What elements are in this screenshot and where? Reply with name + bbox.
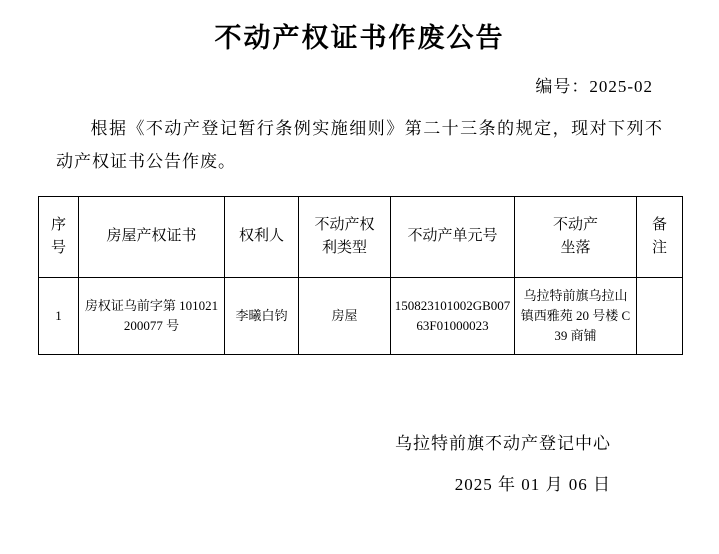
column-header-unit: 不动产单元号 (391, 196, 515, 277)
page-title: 不动产权证书作废公告 (214, 23, 505, 53)
document-number: 编号：2025-02 (535, 77, 653, 97)
intro-text: 根据《不动产登记暂行条例实施细则》第二十三条的规定，现对下列不动产权证书公告作废。 (56, 119, 663, 171)
column-header-seq: 序 号 (39, 196, 79, 277)
document-page (0, 22, 719, 554)
cell-location: 乌拉特前旗乌拉山镇西雅苑 20 号楼 C39 商铺 (515, 277, 637, 354)
issuing-organization: 乌拉特前旗不动产登记中心 (395, 433, 611, 453)
cell-cert: 房权证乌前字第 101021200077 号 (79, 277, 225, 354)
column-header-type: 不动产权 利类型 (299, 196, 391, 277)
invalid-certificates-table (38, 196, 683, 355)
cell-owner: 李曦白钧 (225, 277, 299, 354)
column-header-note: 备 注 (637, 196, 683, 277)
column-header-cert: 房屋产权证书 (79, 196, 225, 277)
cell-unit: 150823101002GB00763F01000023 (391, 277, 515, 354)
cell-type: 房屋 (299, 277, 391, 354)
table-header-row (39, 196, 683, 277)
table-body (39, 277, 683, 354)
cell-seq: 1 (39, 277, 79, 354)
issue-date: 2025 年 01 月 06 日 (454, 474, 611, 494)
column-header-location: 不动产 坐落 (515, 196, 637, 277)
intro-paragraph (38, 113, 681, 178)
column-header-owner: 权利人 (225, 196, 299, 277)
table-row (39, 277, 683, 354)
cell-note (637, 277, 683, 354)
table-header (39, 196, 683, 277)
